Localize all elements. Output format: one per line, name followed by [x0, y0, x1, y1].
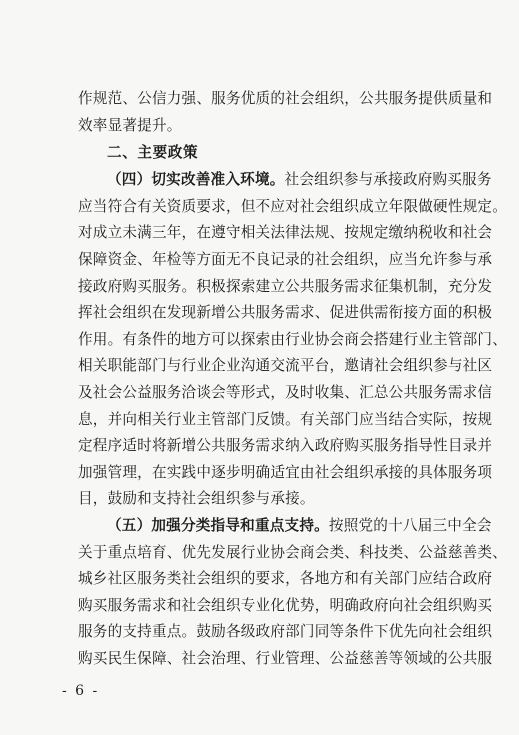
- para5-line: 城乡社区服务类社会组织的要求，各地方和有关部门应结合政府: [78, 570, 493, 588]
- para4-line: 相关职能部门与行业企业沟通交流平台，邀请社会组织参与社区: [78, 357, 493, 375]
- para5-first-line: [78, 513, 492, 540]
- para4-line: 加强管理，在实践中逐步明确适宜由社会组织承接的具体服务项: [78, 463, 493, 481]
- page-number: - 6 -: [62, 683, 100, 699]
- para4-line: 定程序适时将新增公共服务需求纳入政府购买服务指导性目录并: [78, 437, 493, 455]
- para4-line: 应当符合有关资质要求，但不应对社会组织成立年限做硬性规定。: [78, 197, 508, 215]
- para4-first-line: [78, 167, 492, 194]
- para4-line: 保障资金、年检等方面无不良记录的社会组织，应当允许参与承: [78, 250, 493, 268]
- para4-line: 及社会公益服务洽谈会等形式，及时收集、汇总公共服务需求信: [78, 383, 493, 401]
- para5-lead: （五）加强分类指导和重点支持。: [107, 516, 329, 534]
- para4-line: 目，鼓励和支持社会组织参与承接。: [78, 490, 315, 508]
- para5-line: 服务的支持重点。鼓励各级政府部门同等条件下优先向社会组织: [78, 623, 493, 641]
- para4-lead: （四）切实改善准入环境。: [107, 171, 285, 189]
- para4-line: 作用。有条件的地方可以探索由行业协会商会搭建行业主管部门、: [78, 330, 508, 348]
- intro-line-1: 作规范、公信力强、服务优质的社会组织，公共服务提供质量和: [78, 90, 493, 107]
- para4-line: 对成立未满三年，在遵守相关法律法规、按规定缴纳税收和社会: [78, 224, 493, 242]
- document-body: [78, 86, 508, 672]
- para5-line: 购买民生保障、社会治理、行业管理、公益慈善等领域的公共服: [78, 649, 493, 667]
- para4-line: 息，并向相关行业主管部门反馈。有关部门应当结合实际，按规: [78, 410, 493, 428]
- section-heading: 二、主要政策: [107, 144, 199, 162]
- para4-line: 挥社会组织在发现新增公共服务需求、促进供需衔接方面的积极: [78, 304, 493, 322]
- para5-line: 关于重点培育、优先发展行业协会商会类、科技类、公益慈善类、: [78, 543, 508, 561]
- para4-first-rest: 社会组织参与承接政府购买服务: [284, 171, 492, 189]
- para4-line: 接政府购买服务。积极探索建立公共服务需求征集机制，充分发: [78, 277, 493, 295]
- para5-line: 购买服务需求和社会组织专业化优势，明确政府向社会组织购买: [78, 596, 493, 614]
- intro-line-2: 效率显著提升。: [78, 116, 182, 134]
- para5-first-rest: 按照党的十八届三中全会: [328, 516, 492, 534]
